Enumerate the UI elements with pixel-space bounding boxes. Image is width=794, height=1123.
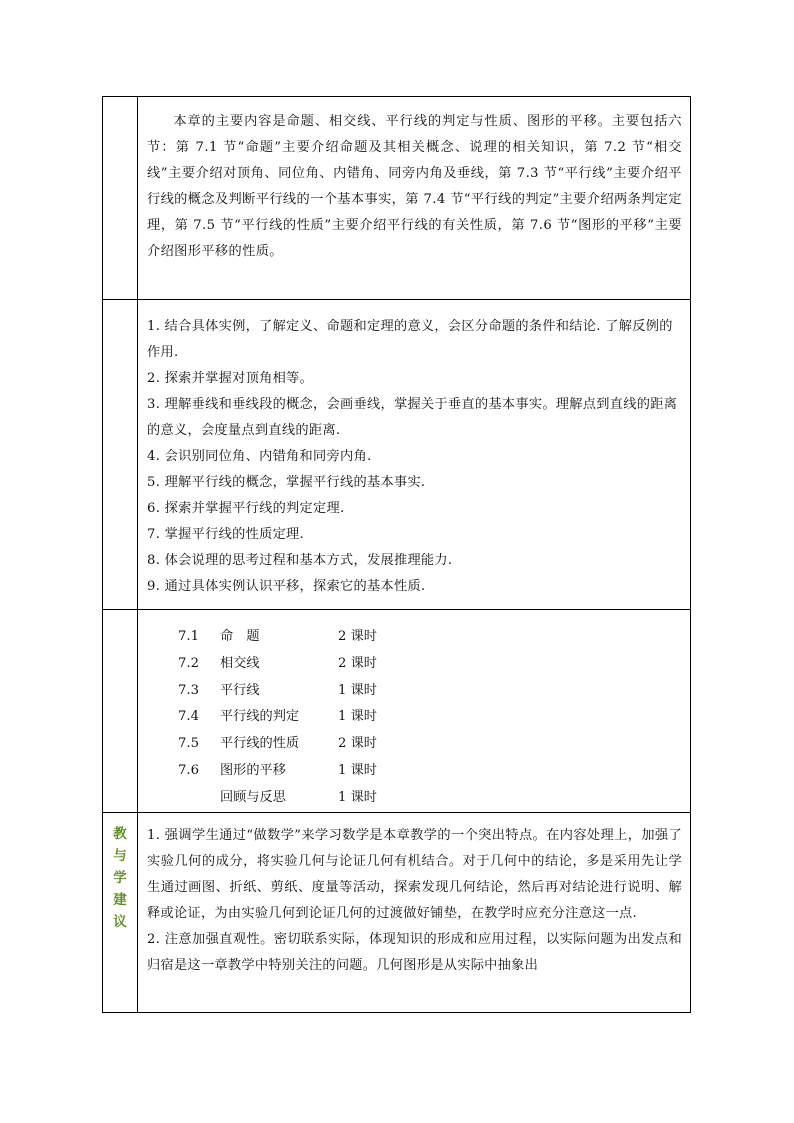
content-cell — [138, 813, 690, 1014]
section-title: 回顾与反思 — [220, 789, 286, 805]
section-number: 7.3 — [178, 682, 199, 698]
schedule-row — [178, 785, 377, 812]
schedule-list — [178, 624, 377, 812]
row-label-cell — [103, 610, 137, 812]
objective-item: 8. 体会说理的思考过程和基本方式，发展推理能力. — [147, 553, 453, 568]
label-char: 与 — [113, 848, 127, 864]
section-hours: 1 课时 — [338, 789, 377, 805]
row-objectives — [103, 299, 690, 609]
objective-item: 5. 理解平行线的概念，掌握平行线的基本事实. — [147, 475, 426, 490]
section-title: 平行线 — [220, 682, 260, 698]
row-label-cell — [103, 97, 137, 299]
objective-item: 2. 探索并掌握对顶角相等。 — [147, 371, 314, 386]
schedule-row — [178, 678, 377, 705]
section-hours: 2 课时 — [338, 655, 377, 671]
row-schedule — [103, 609, 690, 812]
row-teaching-suggestions — [103, 812, 690, 1014]
section-hours: 1 课时 — [338, 709, 377, 725]
section-title: 平行线的性质 — [220, 736, 300, 752]
objective-item: 4. 会识别同位角、内错角和同旁内角. — [147, 449, 372, 464]
label-char: 学 — [113, 870, 127, 886]
label-char: 教 — [113, 826, 127, 842]
label-char: 议 — [113, 914, 127, 930]
content-cell — [138, 97, 690, 299]
teaching-suggestions-label — [103, 823, 137, 933]
objective-item: 1. 结合具体实例，了解定义、命题和定理的意义，会区分命题的条件和结论. 了解反例的作用. — [147, 319, 673, 360]
schedule-row — [178, 704, 377, 731]
section-number: 7.5 — [178, 736, 199, 752]
lesson-plan-table — [102, 96, 691, 1013]
section-hours: 1 课时 — [338, 682, 377, 698]
suggestion-item: 1. 强调学生通过“做数学”来学习数学是本章教学的一个突出特点。在内容处理上，加强了实验几何的成分，将实验几何与论证几何有机结合。对于几何中的结论，多是采用先让学生通过画图、折纸、剪纸、度量等活动，探索发现几何结论，然后再对结论进行说明、解释或论证，为由实验几何到论证几何的过渡做好铺垫，在教学时应充分注意这一点. — [147, 828, 682, 921]
schedule-row — [178, 651, 377, 678]
section-hours: 2 课时 — [338, 629, 377, 644]
row-label-cell — [103, 300, 137, 609]
objective-item: 3. 理解垂线和垂线段的概念，会画垂线，掌握关于垂直的基本事实。理解点到直线的距离的意义，会度量点到直线的距离. — [147, 397, 678, 438]
schedule-row — [178, 758, 377, 785]
section-title: 平行线的判定 — [220, 709, 300, 725]
schedule-row — [178, 624, 377, 651]
row-chapter-content — [103, 97, 690, 299]
section-title: 相交线 — [220, 655, 260, 671]
label-char: 建 — [113, 892, 127, 908]
objective-item: 7. 掌握平行线的性质定理. — [147, 527, 305, 542]
section-title: 图形的平移 — [220, 762, 286, 778]
section-title: 命 题 — [220, 629, 260, 644]
chapter-content-text: 本章的主要内容是命题、相交线、平行线的判定与性质、图形的平移。主要包括六节：第 7.1 节“命题”主要介绍命题及其相关概念、说理的相关知识，第 7.2 节“相交线”主要介绍对顶角、同位角、内错角、同旁内角及垂线，第 7.3 节“平行线”主要介绍平行线的概念及判断平行线的一个基本事实，第 7.4 节“平行线的判定”主要介绍两条判定定理，第 7.5 节“平行线的性质”主要介绍平行线的有关性质，第 7.6 节“图形的平移”主要介绍图形平移的性质。 — [147, 114, 682, 259]
content-cell — [138, 300, 690, 609]
schedule-row — [178, 731, 377, 758]
section-number: 7.4 — [178, 709, 199, 725]
section-hours: 1 课时 — [338, 762, 377, 778]
section-hours: 2 课时 — [338, 736, 377, 752]
objective-item: 6. 探索并掌握平行线的判定定理. — [147, 501, 345, 516]
objective-item: 9. 通过具体实例认识平移，探索它的基本性质. — [147, 579, 426, 594]
section-number: 7.2 — [178, 655, 199, 671]
suggestion-item: 2. 注意加强直观性。密切联系实际，体现知识的形成和应用过程，以实际问题为出发点和归宿是这一章教学中特别关注的问题。几何图形是从实际中抽象出 — [147, 932, 682, 973]
section-number: 7.1 — [178, 629, 199, 644]
section-number: 7.6 — [178, 762, 199, 778]
